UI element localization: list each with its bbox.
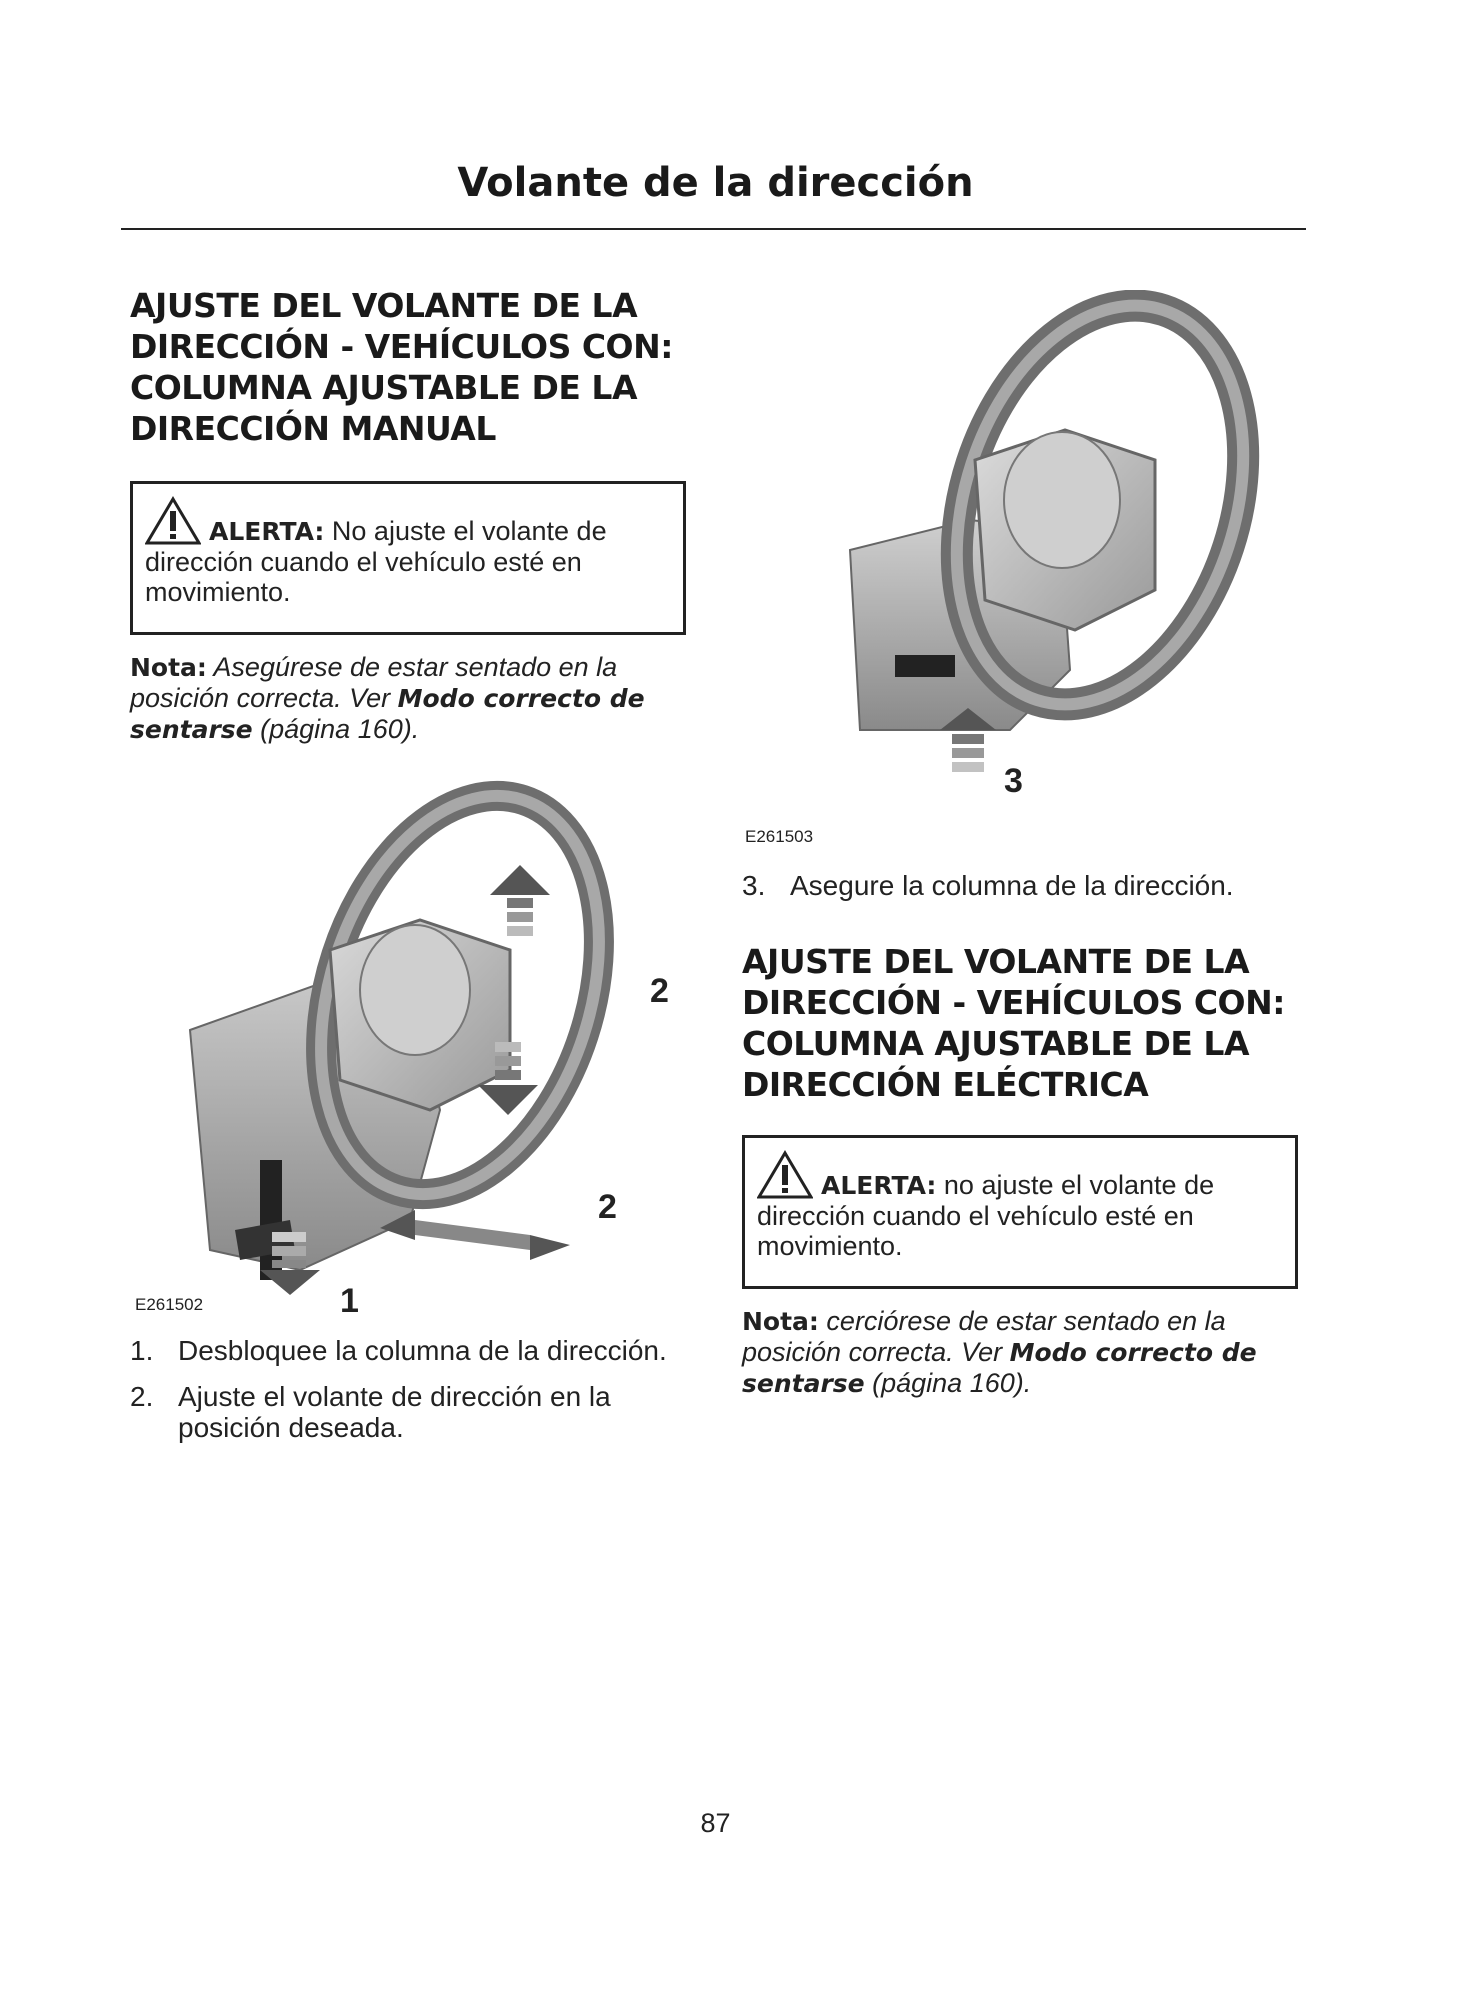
heading-line: COLUMNA AJUSTABLE DE LA [742, 1024, 1249, 1063]
warning-triangle-icon [757, 1150, 813, 1200]
page-number: 87 [700, 1808, 731, 1838]
figure-callout: 3 [1004, 762, 1023, 800]
alert-box-manual [130, 481, 686, 635]
steering-wheel-figure-lock [800, 290, 1280, 790]
note-label: Nota: [130, 653, 207, 682]
step-number: 2. [130, 1381, 154, 1412]
arrow-up-icon [490, 865, 550, 936]
heading-line: DIRECCIÓN ELÉCTRICA [742, 1065, 1149, 1104]
heading-line: COLUMNA AJUSTABLE DE LA [130, 368, 637, 407]
list-item [742, 870, 1322, 901]
step-text: Asegure la columna de la dirección. [790, 870, 1234, 901]
figure-id: E261502 [135, 1295, 204, 1314]
alert-text: No ajuste el volante de [324, 516, 607, 546]
adjust-lever-shape [895, 655, 955, 677]
step-text: Desbloquee la columna de la dirección. [178, 1335, 667, 1366]
heading-line: DIRECCIÓN MANUAL [130, 409, 496, 448]
warning-triangle-icon [145, 496, 201, 546]
figure-callout: 1 [340, 1282, 359, 1320]
list-item [130, 1381, 710, 1443]
note-link[interactable]: Modo correcto de sentarse [742, 1338, 1257, 1398]
heading-line: AJUSTE DEL VOLANTE DE LA [130, 286, 638, 325]
alert-text: dirección cuando el vehículo esté en [145, 547, 582, 577]
section-heading-manual [130, 285, 730, 449]
figure-callout: 2 [598, 1188, 617, 1226]
alert-label: ALERTA: [209, 517, 325, 546]
alert-text: dirección cuando el vehículo esté en [757, 1201, 1194, 1231]
list-item [130, 1335, 710, 1366]
alert-text: movimiento. [145, 577, 291, 607]
step-text: Ajuste el volante de dirección en la posición deseada. [178, 1381, 611, 1443]
title-divider [121, 228, 1306, 230]
steps-list-left [130, 1335, 710, 1458]
page-title: Volante de la dirección [457, 160, 974, 206]
alert-text: no ajuste el volante de [936, 1170, 1215, 1200]
note-electric [742, 1306, 1302, 1399]
steps-list-right [742, 870, 1322, 916]
note-text: (página 160). [252, 714, 420, 744]
arrow-left-right-icon [380, 1210, 570, 1260]
note-text: cerciórese de estar sentado en la posición correcta. Ver [742, 1306, 1226, 1367]
heading-line: AJUSTE DEL VOLANTE DE LA [742, 942, 1250, 981]
step-number: 1. [130, 1335, 154, 1366]
note-manual [130, 652, 690, 745]
figure-callout: 2 [650, 972, 669, 1010]
heading-line: DIRECCIÓN - VEHÍCULOS CON: [742, 983, 1285, 1022]
alert-text: movimiento. [757, 1231, 903, 1261]
figure-id: E261503 [745, 827, 814, 846]
note-text: (página 160). [864, 1368, 1032, 1398]
note-label: Nota: [742, 1307, 819, 1336]
heading-line: DIRECCIÓN - VEHÍCULOS CON: [130, 327, 673, 366]
step-number: 3. [742, 870, 766, 901]
note-link[interactable]: Modo correcto de sentarse [130, 684, 645, 744]
alert-box-electric [742, 1135, 1298, 1289]
alert-label: ALERTA: [821, 1171, 937, 1200]
section-heading-electric [742, 941, 1342, 1105]
note-text: Asegúrese de estar sentado en la posición correcta. Ver [130, 652, 618, 713]
